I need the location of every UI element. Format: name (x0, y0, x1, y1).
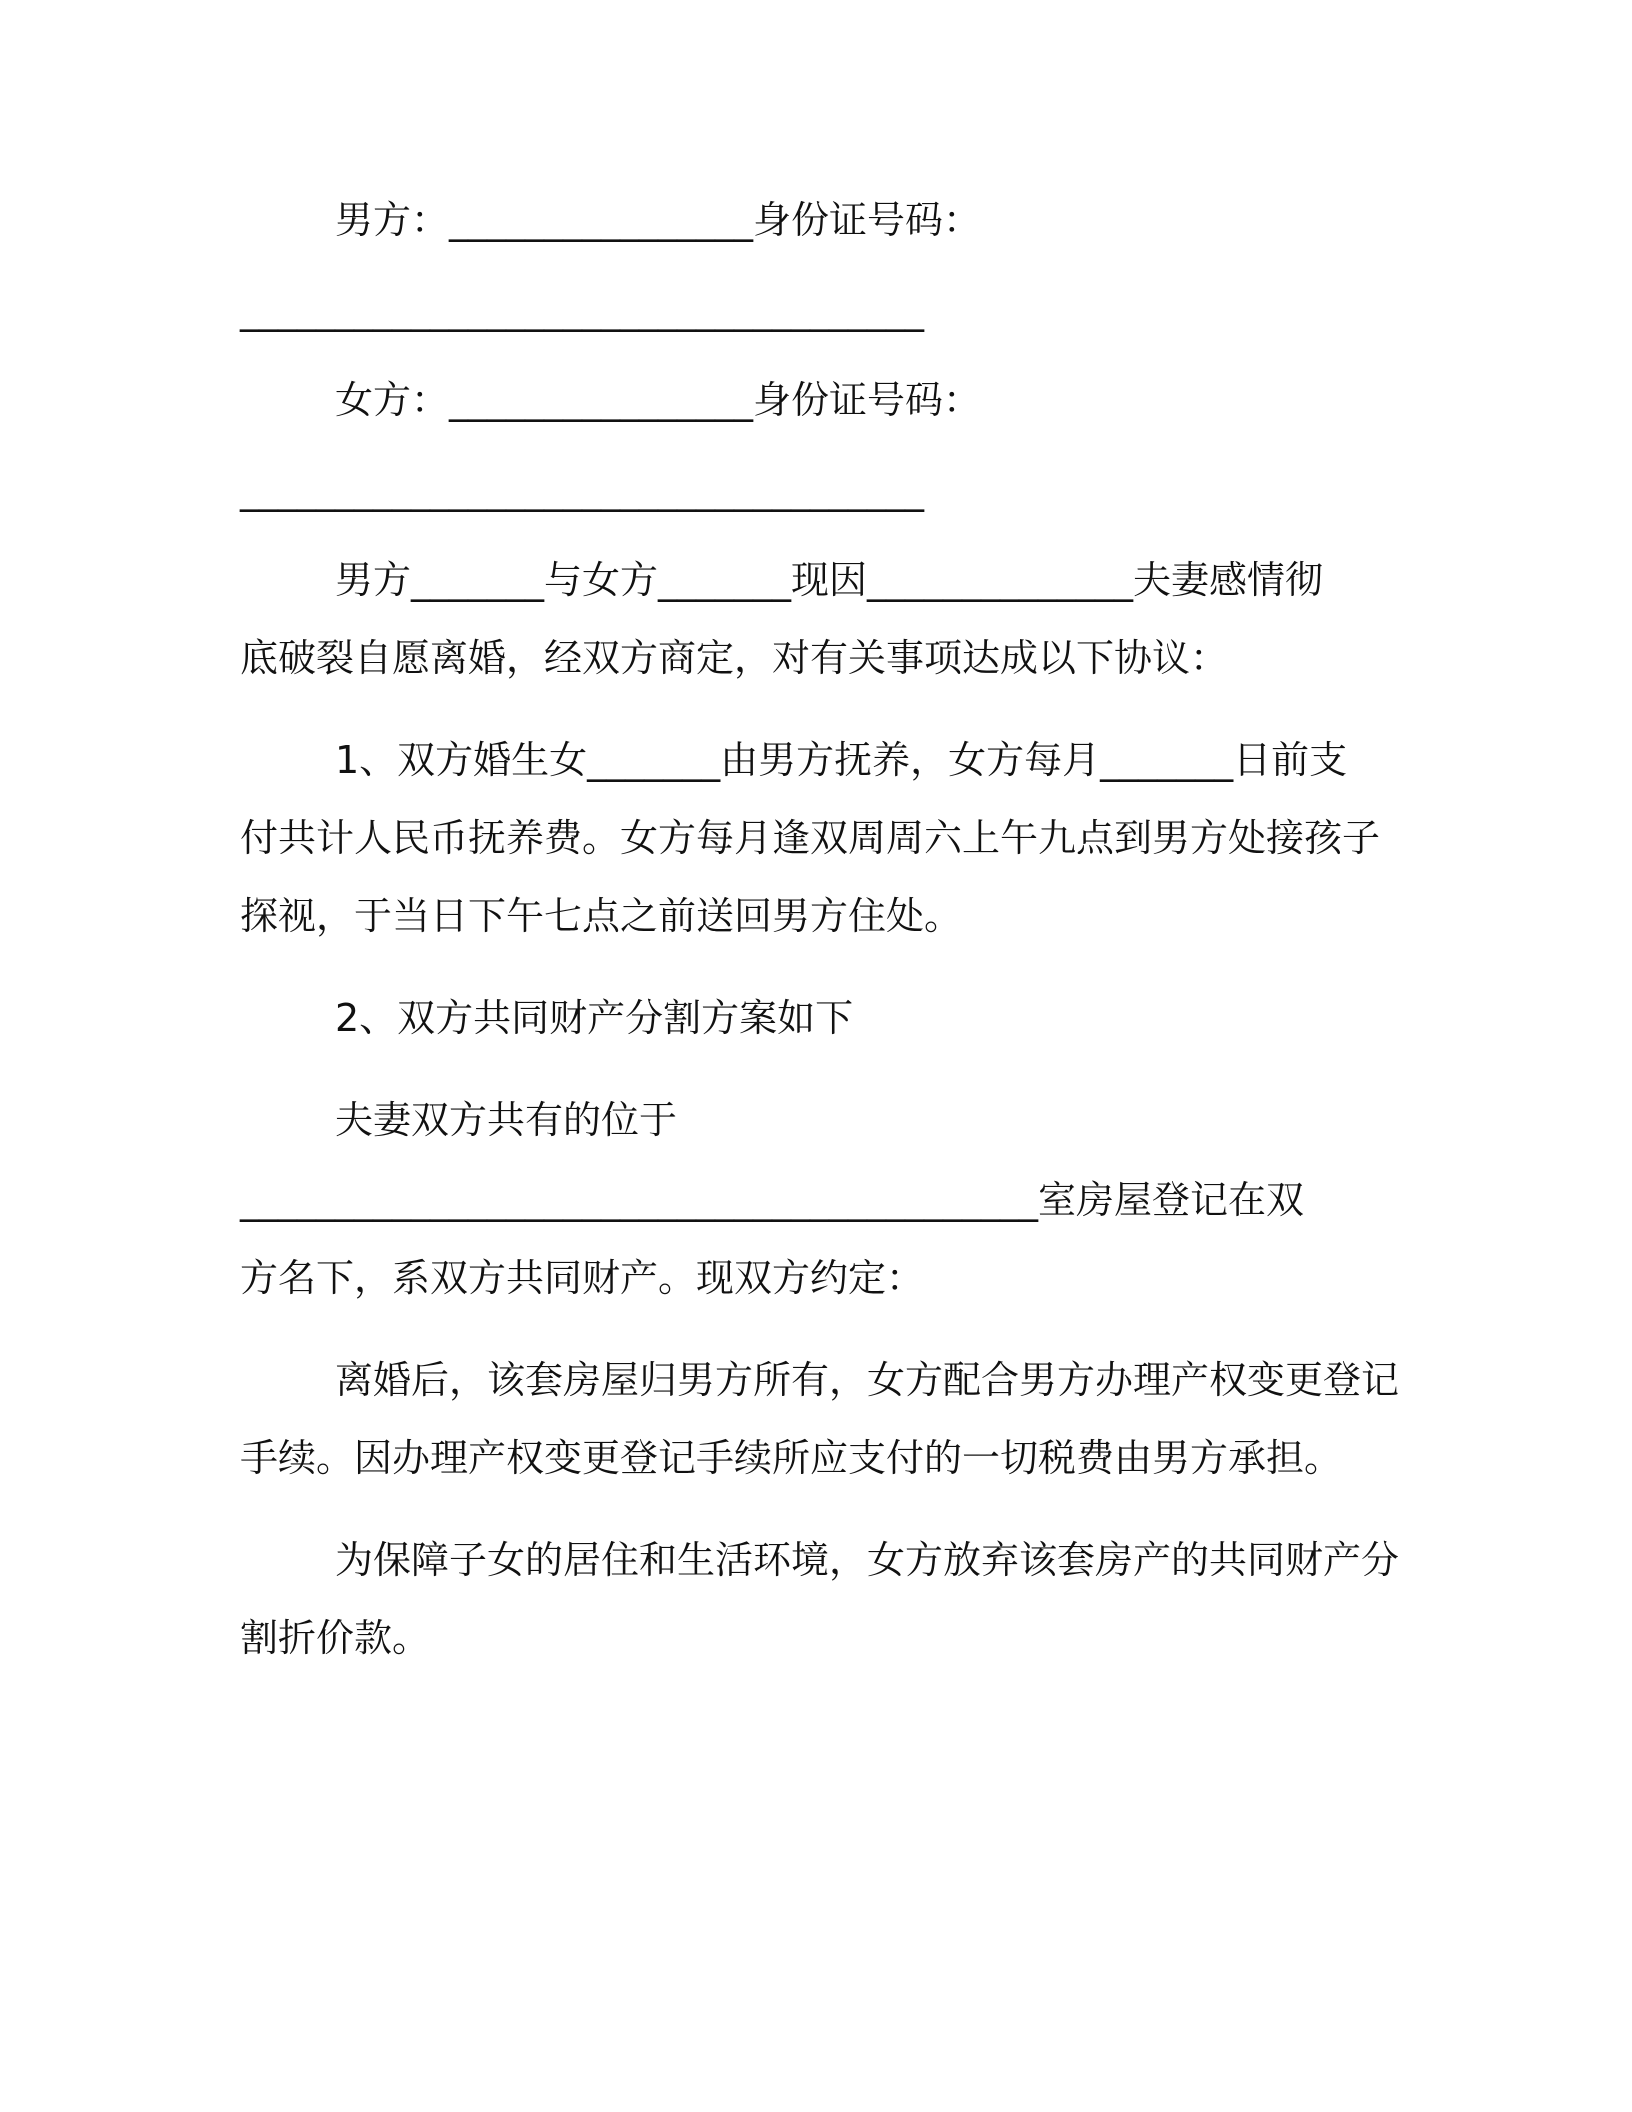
waiver-line-2: 割折价款。 (240, 1616, 431, 1660)
child-custody-line-3: 探视，于当日下午七点之前送回男方住处。 (240, 894, 963, 938)
child-custody-line-2: 付共计人民币抚养费。女方每月逢双周周六上午九点到男方处接孩子 (240, 816, 1381, 860)
house-ownership-line-2: 手续。因办理产权变更登记手续所应支付的一切税费由男方承担。 (240, 1436, 1343, 1480)
child-custody-line-1: 1、双方婚生女_______由男方抚养，女方每月_______日前支 (335, 738, 1348, 782)
property-location-line-1: 夫妻双方共有的位于 (335, 1098, 678, 1142)
female-party-line: 女方：________________身份证号码： (335, 378, 982, 422)
property-location-line-3: 方名下，系双方共同财产。现双方约定： (240, 1256, 925, 1300)
divorce-reason-line-1: 男方_______与女方_______现因______________夫妻感情彻 (335, 558, 1324, 602)
waiver-line-1: 为保障子女的居住和生活环境，女方放弃该套房产的共同财产分 (335, 1538, 1400, 1582)
house-ownership-line-1: 离婚后，该套房屋归男方所有，女方配合男方办理产权变更登记 (335, 1358, 1400, 1402)
male-id-blank-line: ____________________________________ (240, 288, 924, 332)
male-party-line: 男方：________________身份证号码： (335, 198, 982, 242)
property-location-line-2: __________________________________________室房屋登记在双 (240, 1178, 1305, 1222)
divorce-reason-line-2: 底破裂自愿离婚，经双方商定，对有关事项达成以下协议： (240, 636, 1229, 680)
property-division-heading: 2、双方共同财产分割方案如下 (335, 996, 854, 1040)
female-id-blank-line: ____________________________________ (240, 468, 924, 512)
